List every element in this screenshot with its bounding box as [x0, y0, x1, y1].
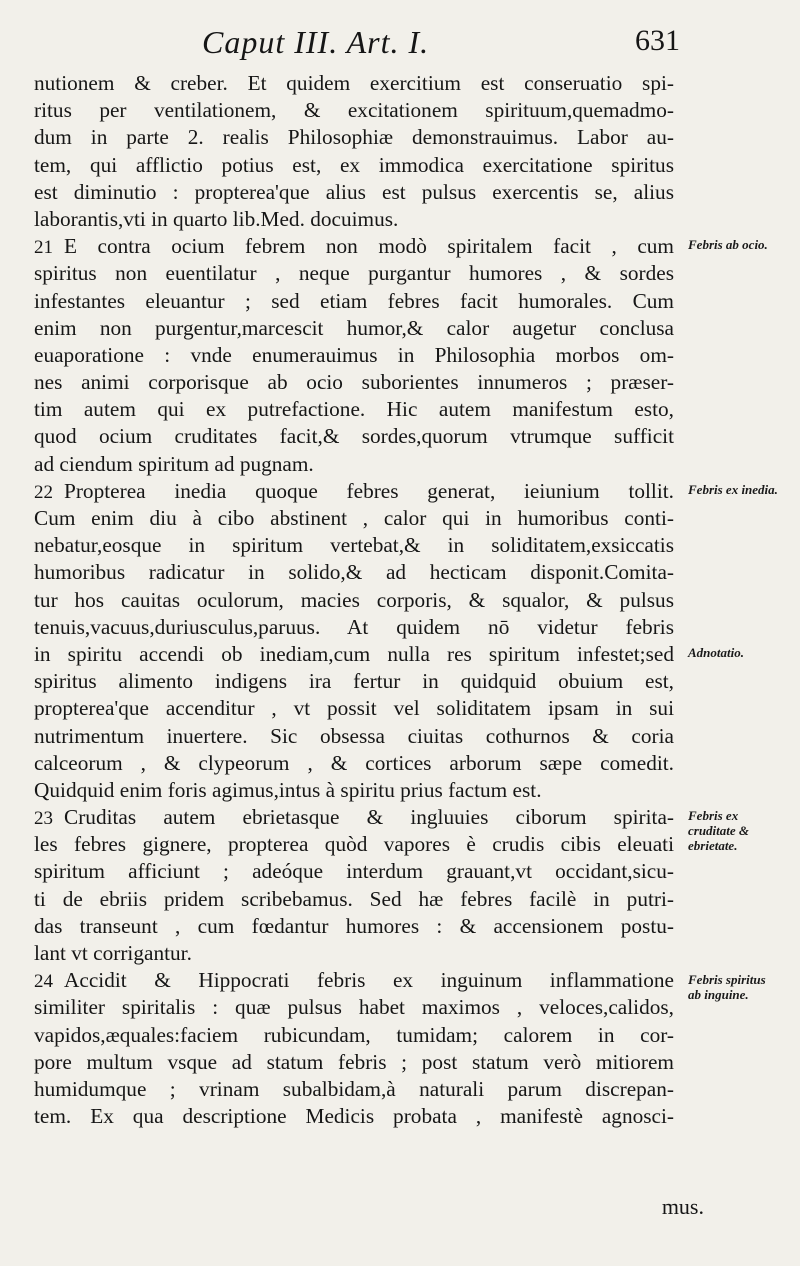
line-text: nebatur,eosque in spiritum vertebat,& in soliditatem,exsiccatis: [34, 533, 674, 558]
line-text: Cruditas autem ebrietasque & ingluuies ciborum spirita-: [64, 805, 674, 830]
text-line: [34, 940, 674, 967]
text-line: [34, 614, 674, 641]
line-text: calceorum , & clypeorum , & cortices arborum sæpe comedit.: [34, 750, 674, 775]
running-header: [150, 22, 680, 66]
line-text: tim autem qui ex putrefactione. Hic autem manifestum esto,: [34, 397, 674, 422]
paragraph-number: 21: [34, 237, 53, 259]
line-text: tem, qui afflictio potius est, ex immodica exercitatione spiritus: [34, 152, 674, 177]
line-text: ti de ebriis pridem scribebamus. Sed hæ febres facilè in putri-: [34, 886, 674, 911]
text-line: [34, 124, 674, 151]
margin-note: Febris ab ocio.: [688, 237, 768, 253]
text-line: [34, 858, 674, 885]
text-line: [34, 288, 674, 315]
text-line: [34, 478, 674, 505]
line-text: euaporatione : vnde enumerauimus in Philosophia morbos om-: [34, 342, 674, 367]
line-text: spiritum afficiunt ; adeóque interdum grauant,vt occidant,sicu-: [34, 859, 674, 884]
text-line: [34, 1022, 674, 1049]
text-line: [34, 532, 674, 559]
text-line: [34, 1103, 674, 1130]
text-line: [34, 97, 674, 124]
text-line: [34, 1076, 674, 1103]
body-text: [34, 70, 674, 1130]
line-text: quod ocium cruditates facit,& sordes,quorum vtrumque sufficit: [34, 424, 674, 449]
line-text: tem. Ex qua descriptione Medicis probata , manifestè agnosci-: [34, 1104, 674, 1129]
line-text: infestantes eleuantur ; sed etiam febres facit humorales. Cum: [34, 288, 674, 313]
line-text: humoribus radicatur in solido,& ad hecticam disponit.Comita-: [34, 560, 674, 585]
line-text: das transeunt , cum fœdantur humores : & accensionem postu-: [34, 913, 674, 938]
margin-note: Febris spiritus ab inguine.: [688, 971, 766, 1002]
line-text: tur hos cauitas oculorum, macies corporis, & squalor, & pulsus: [34, 587, 674, 612]
text-line: [34, 913, 674, 940]
paragraph-number: 23: [34, 808, 53, 830]
line-text: dum in parte 2. realis Philosophiæ demonstrauimus. Labor au-: [34, 125, 674, 150]
catchword: mus.: [661, 1194, 704, 1219]
line-text: humidumque ; vrinam subalbidam,à naturali parum discrepan-: [34, 1076, 674, 1101]
text-line: [34, 994, 674, 1021]
line-text: enim non purgentur,marcescit humor,& calor augetur conclusa: [34, 315, 674, 340]
line-text: est diminutio : propterea'que alius est pulsus exercentis se, alius: [34, 179, 674, 204]
margin-note: Febris ex cruditate & ebrietate.: [688, 808, 750, 854]
line-text: propterea'que accenditur , vt possit vel soliditatem ipsam in sui: [34, 696, 674, 721]
text-line: [34, 750, 674, 777]
text-line: [34, 179, 674, 206]
paragraph-number: 22: [34, 481, 53, 503]
text-line: [34, 505, 674, 532]
text-line: [34, 559, 674, 586]
line-text: similiter spiritalis : quæ pulsus habet maximos , veloces,calidos,: [34, 995, 674, 1020]
text-line: [34, 315, 674, 342]
text-line: [34, 396, 674, 423]
margin-note: Adnotatio.: [688, 645, 744, 661]
line-text: Accidit & Hippocrati febris ex inguinum inflammatione: [64, 968, 674, 993]
text-line: [34, 342, 674, 369]
line-text: spiritus alimento indigens ira fertur in quidquid obuium est,: [34, 669, 674, 694]
line-text: Quidquid enim foris agimus,intus à spiritu prius factum est.: [34, 777, 542, 802]
line-text: les febres gignere, propterea quòd vapores è crudis cibis eleuati: [34, 832, 674, 857]
line-text: Cum enim diu à cibo abstinent , calor qui in humoribus conti-: [34, 506, 674, 530]
text-line: [34, 70, 674, 97]
text-line: [34, 723, 674, 750]
text-line: [34, 831, 674, 858]
margin-note: Febris ex inedia.: [688, 482, 778, 497]
page-number: 631: [635, 24, 680, 57]
text-line: [34, 967, 674, 994]
text-line: [34, 206, 674, 233]
line-text: laborantis,vti in quarto lib.Med. docuimus.: [34, 206, 399, 231]
line-text: lant vt corrigantur.: [34, 941, 192, 965]
text-line: [34, 804, 674, 831]
line-text: spiritus non euentilatur , neque purgantur humores , & sordes: [34, 261, 674, 286]
text-line: [34, 886, 674, 913]
text-line: [34, 260, 674, 287]
line-text: nutionem & creber. Et quidem exercitium est conseruatio spi-: [34, 71, 674, 95]
line-text: nes animi corporisque ab ocio suborientes innumeros ; præser-: [34, 370, 674, 395]
text-line: [34, 1049, 674, 1076]
line-text: pore multum vsque ad statum febris ; post statum verò mitiorem: [34, 1049, 674, 1074]
text-line: [34, 423, 674, 450]
line-text: tenuis,vacuus,duriusculus,paruus. At quidem nō videtur febris: [34, 614, 674, 639]
line-text: vapidos,æquales:faciem rubicundam, tumidam; calorem in cor-: [34, 1022, 674, 1047]
line-text: Propterea inedia quoque febres generat, ieiunium tollit.: [64, 478, 674, 503]
text-line: [34, 777, 674, 804]
running-title: Caput III. Art. I.: [202, 24, 430, 60]
text-line: [34, 233, 674, 260]
text-line: [34, 668, 674, 695]
line-text: ad ciendum spiritum ad pugnam.: [34, 451, 314, 476]
text-line: [34, 695, 674, 722]
line-text: nutrimentum inuertere. Sic obsessa ciuitas cothurnos & coria: [34, 723, 674, 748]
text-line: [34, 641, 674, 668]
text-line: [34, 152, 674, 179]
text-line: [34, 369, 674, 396]
line-text: ritus per ventilationem, & excitationem spirituum,quemadmo-: [34, 98, 674, 123]
line-text: in spiritu accendi ob inediam,cum nulla res spiritum infestet;sed: [34, 641, 674, 666]
paragraph-number: 24: [34, 971, 53, 993]
text-line: [34, 451, 674, 478]
text-line: [34, 587, 674, 614]
line-text: E contra ocium febrem non modò spiritalem facit , cum: [64, 234, 674, 259]
